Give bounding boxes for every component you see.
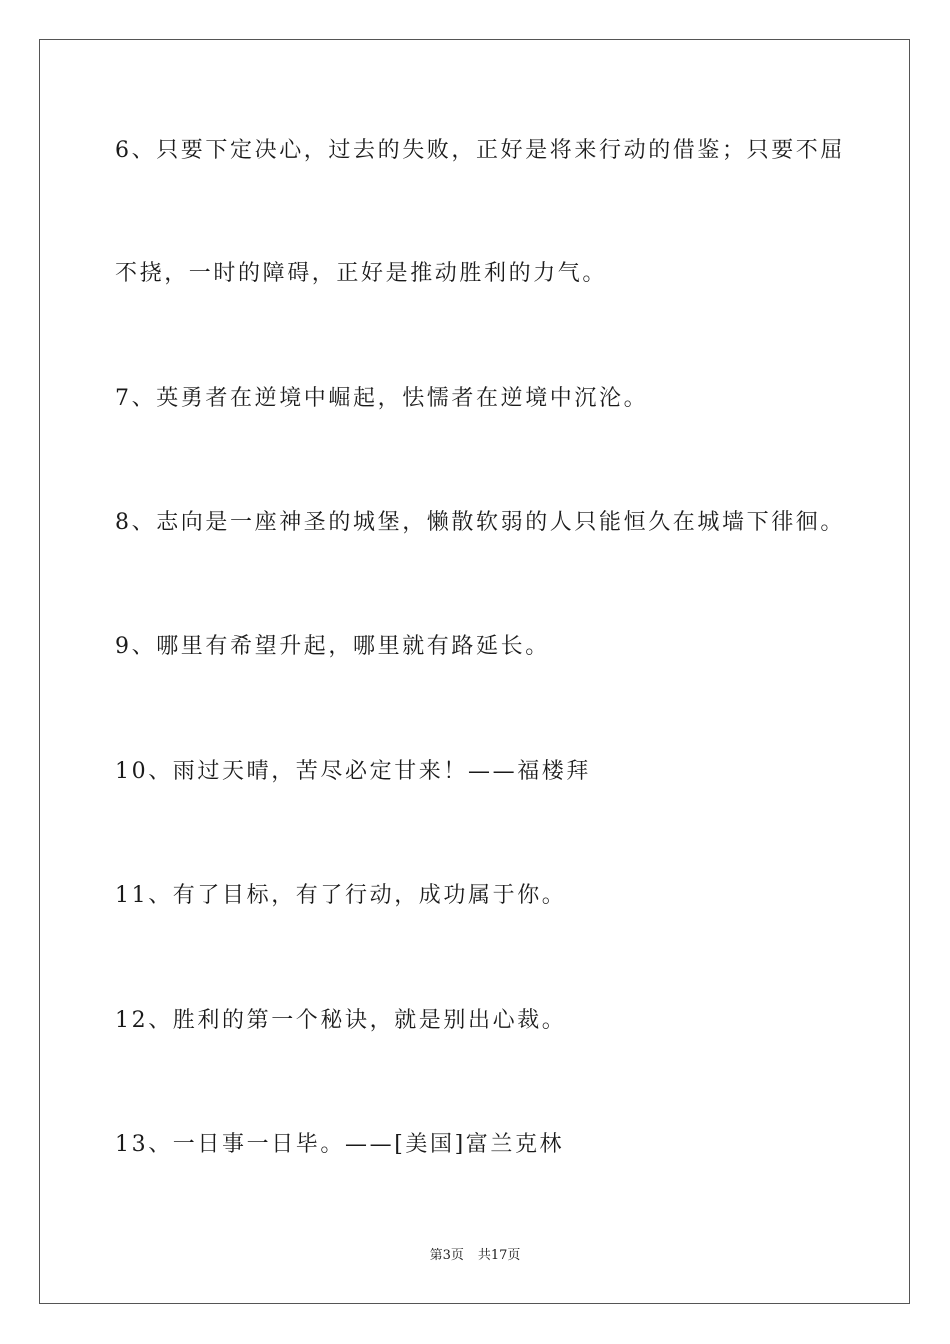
text-line-12: 12、胜利的第一个秘诀，就是别出心裁。 <box>115 1008 567 1033</box>
text-line-6b: 不挠，一时的障碍，正好是推动胜利的力气。 <box>115 261 608 286</box>
text-line-7: 7、英勇者在逆境中崛起，怯懦者在逆境中沉沦。 <box>115 386 649 411</box>
text-line-11: 11、有了目标，有了行动，成功属于你。 <box>115 883 567 908</box>
page-total: 共17页 <box>477 1248 521 1263</box>
page-footer <box>0 1248 950 1264</box>
page-number: 第3页 <box>429 1248 464 1263</box>
page-border <box>39 39 910 1304</box>
text-line-8: 8、志向是一座神圣的城堡，懒散软弱的人只能恒久在城墙下徘徊。 <box>115 510 845 535</box>
text-line-13: 13、一日事一日毕。——[美国]富兰克林 <box>115 1132 565 1157</box>
text-line-6a: 6、只要下定决心，过去的失败，正好是将来行动的借鉴；只要不屈 <box>115 138 845 163</box>
text-line-9: 9、哪里有希望升起，哪里就有路延长。 <box>115 634 550 659</box>
text-line-10: 10、雨过天晴，苦尽必定甘来！——福楼拜 <box>115 759 591 784</box>
